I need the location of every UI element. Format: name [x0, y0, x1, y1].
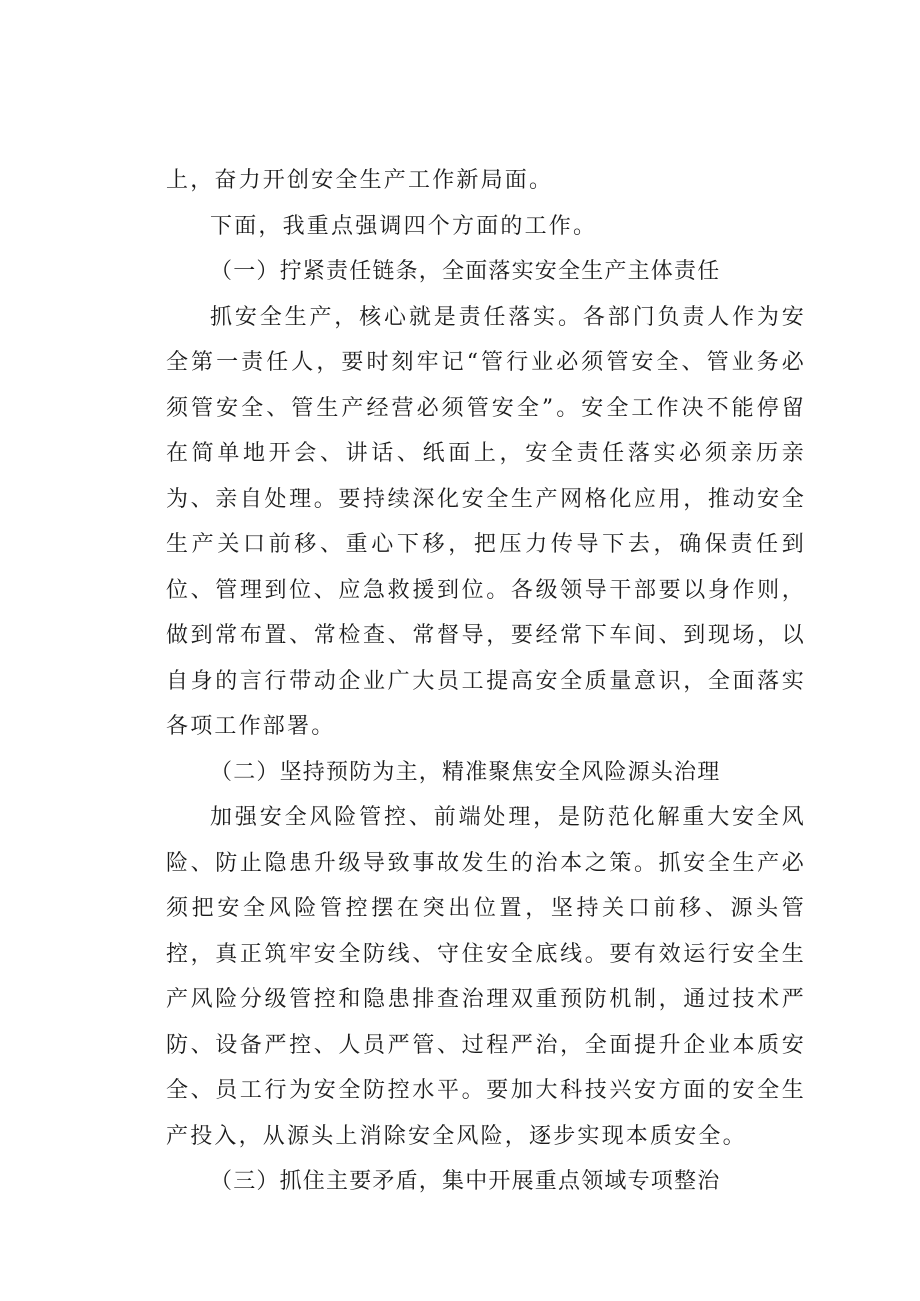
- section-heading-2: （二）坚持预防为主，精准聚焦安全风险源头治理: [210, 759, 721, 785]
- paragraph-intro: 下面，我重点强调四个方面的工作。: [210, 213, 598, 239]
- section-heading-3: （三）抓住主要矛盾，集中开展重点领域专项整治: [210, 1169, 721, 1194]
- paragraph-prevention: 加强安全风险管控、前端处理，是防范化解重大安全风险、防止隐患升级导致事故发生的治本之策。抓安全生产必须把安全风险管控摆在突出位置，坚持关口前移、源头管控，真正筑牢安全防线、守住安全底线。要有效运行安全生产风险分级管控和隐患排查治理双重预防机制，通过技术严防、设备严控、人员严管、过程严治，全面提升企业本质安全、员工行为安全防控水平。要加大科技兴安方面的安全生产投入，从源头上消除安全风险，逐步实现本质安全。: [166, 805, 806, 1149]
- paragraph-continuation: 上，奋力开创安全生产工作新局面。: [166, 168, 554, 193]
- section-heading-1: （一）拧紧责任链条，全面落实安全生产主体责任: [210, 259, 721, 284]
- document-body: [166, 158, 806, 1205]
- paragraph-responsibility: 抓安全生产，核心就是责任落实。各部门负责人作为安全第一责任人，要时刻牢记“管行业必须管安全、管业务必须管安全、管生产经营必须管安全”。安全工作决不能停留在简单地开会、讲话、纸面上，安全责任落实必须亲历亲为、亲自处理。要持续深化安全生产网格化应用，推动安全生产关口前移、重心下移，把压力传导下去，确保责任到位、管理到位、应急救援到位。各级领导干部要以身作则，做到常布置、常检查、常督导，要经常下车间、到现场，以自身的言行带动企业广大员工提高安全质量意识，全面落实各项工作部署。: [166, 304, 806, 739]
